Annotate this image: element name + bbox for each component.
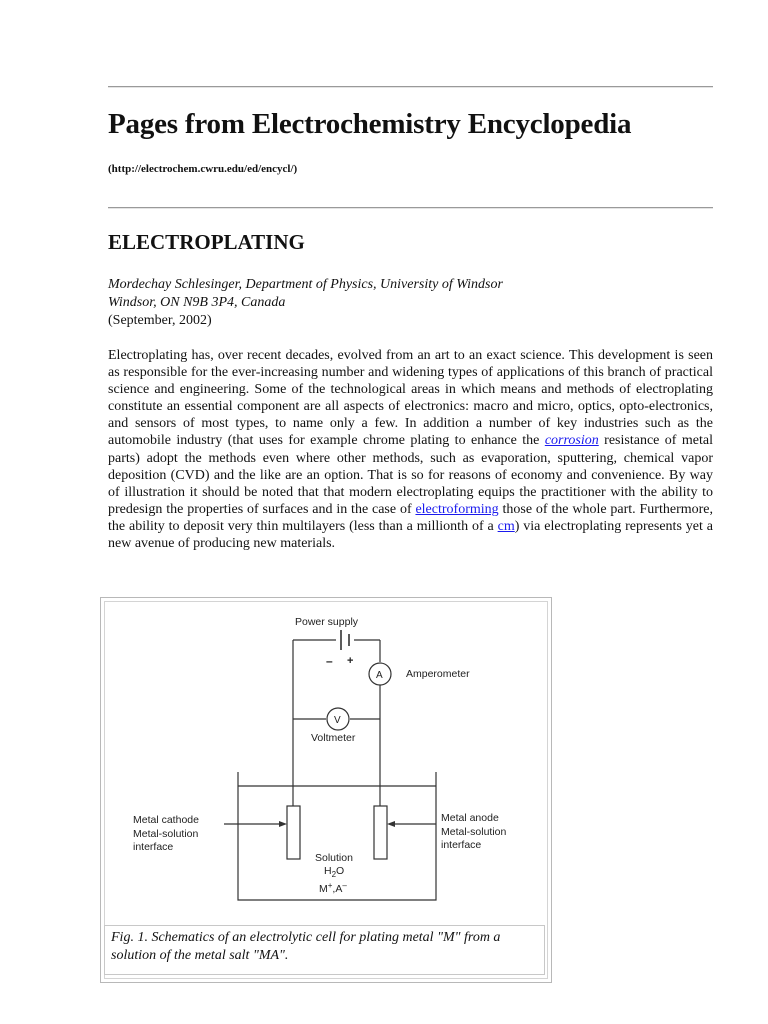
paragraph-text: resistance of metal parts) adopt the methods even where other methods, such as evaporation, sputtering, chemical vapor deposition (CVD) and the like are an option. That is so for reasons of economy and convenience. By way of illustration it should be noted that that modern electroplating equips the practitioner with the ability to predesign the properties of surfaces and in the case of xyxy=(108,433,713,517)
source-url: (http://electrochem.cwru.edu/ed/encycl/) xyxy=(108,163,298,175)
paragraph-text: ) via electroplating represents yet a new avenue of producing new materials. xyxy=(108,518,713,552)
cm-link[interactable]: cm xyxy=(497,518,515,534)
author-affiliation: Mordechay Schlesinger, Department of Physics, University of Windsor xyxy=(108,277,503,292)
ammeter-symbol: A xyxy=(376,670,383,681)
author-block xyxy=(108,276,503,330)
amperometer-label: Amperometer xyxy=(406,668,470,680)
section-divider xyxy=(108,207,713,209)
anode-label: Metal anode xyxy=(441,812,499,824)
anode-interface-label: Metal-solution xyxy=(441,826,507,838)
article-heading: ELECTROPLATING xyxy=(108,230,305,254)
power-supply-label: Power supply xyxy=(295,616,359,628)
corrosion-link[interactable]: corrosion xyxy=(544,433,599,449)
cathode-label: Metal cathode xyxy=(133,814,199,826)
electrolytic-cell-diagram xyxy=(104,602,545,919)
publication-date: (September, 2002) xyxy=(108,313,212,328)
cathode-electrode xyxy=(287,806,300,859)
voltmeter-symbol: V xyxy=(334,715,341,726)
intro-paragraph xyxy=(108,347,713,552)
page-title: Pages from Electrochemistry Encyclopedia xyxy=(108,108,632,140)
ions-formula: M+,A– xyxy=(319,881,347,895)
minus-sign: – xyxy=(326,654,333,668)
anode-electrode xyxy=(374,806,387,859)
voltmeter-label: Voltmeter xyxy=(311,732,356,744)
anode-arrowhead xyxy=(387,821,395,827)
top-divider xyxy=(108,86,713,88)
cathode-interface-label: Metal-solution xyxy=(133,828,199,840)
paragraph-text: Electroplating has, over recent decades, evolved from an art to an exact science. This development is seen as responsible for the ever-increasing number and widening types of applications of this branch of practical science and engineering. Some of the technological areas in which means and methods of electroplating constitute an essential component are all aspects of electronics: macro and micro, optics, opto-electronics, and sensors of most types, to name only a few. In addition a number of key industries such as the automobile industry (that uses for example chrome plating to enhance the xyxy=(108,348,713,449)
anode-interface-label: interface xyxy=(441,839,482,851)
author-address: Windsor, ON N9B 3P4, Canada xyxy=(108,295,286,310)
solution-label: Solution xyxy=(315,852,353,864)
plus-sign: + xyxy=(347,655,354,667)
paragraph-text: those of the whole part. Furthermore, the ability to deposit very thin multilayers (less than a millionth of a xyxy=(108,501,713,534)
figure-caption: Fig. 1. Schematics of an electrolytic cell for plating metal "M" from a solution of the metal salt "MA". xyxy=(104,925,545,975)
cathode-interface-label: interface xyxy=(133,841,174,853)
electrolyte-tank xyxy=(238,772,436,900)
water-formula: $H_2O$ xyxy=(324,865,345,879)
electroforming-link[interactable]: electroforming xyxy=(415,501,499,517)
cathode-arrowhead xyxy=(279,821,287,827)
